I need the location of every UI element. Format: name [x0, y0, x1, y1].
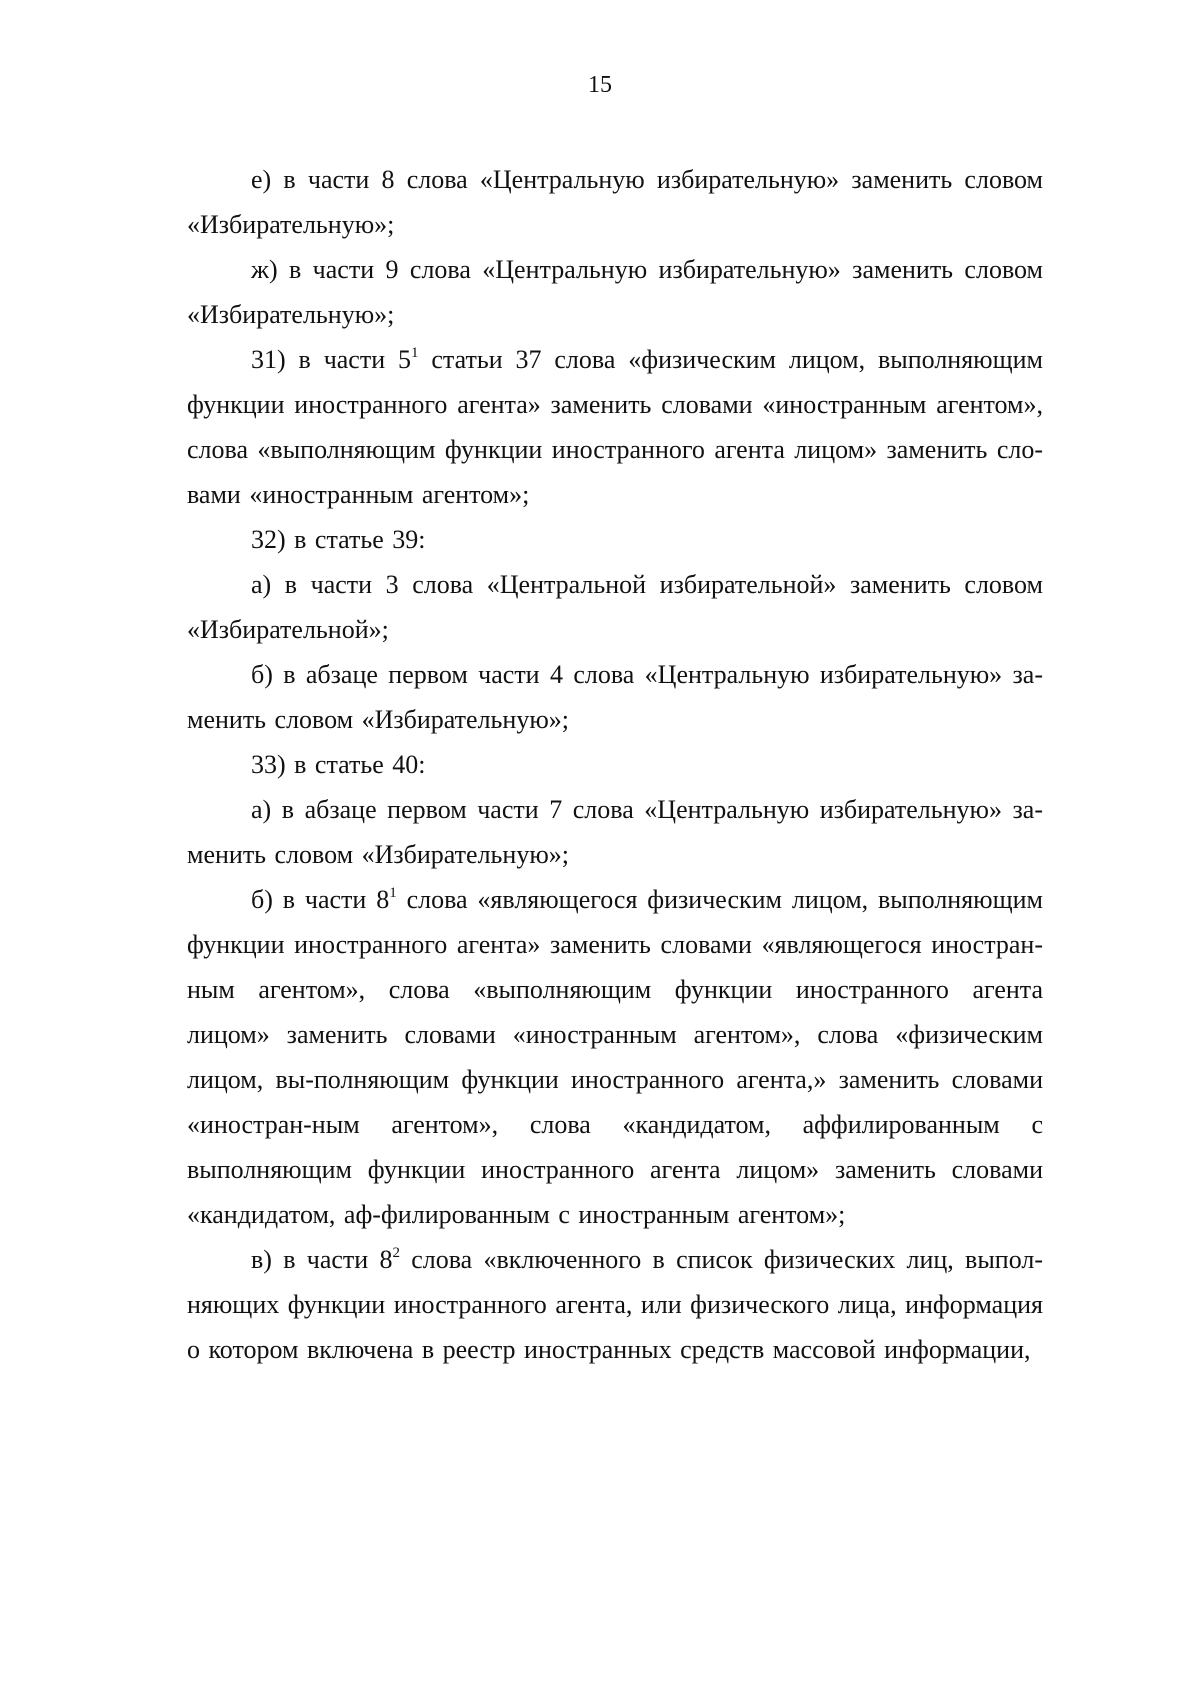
superscript-index: 1: [389, 885, 397, 901]
document-body: [187, 157, 1043, 1372]
superscript-index: 2: [392, 1245, 400, 1261]
paragraph-31-start: 31) в части 5: [251, 345, 412, 374]
paragraph-31-rest: статьи 37 слова «физическим лицом, выполняющим функции иностранного агента» заменить словами «иностранным агентом», слова «выполняющим функции иностранного агента лицом» заменить сло-вами «иностранным агентом»;: [187, 345, 1043, 509]
paragraph-33v: [187, 1237, 1043, 1372]
paragraph-33v-start: в) в части 8: [251, 1245, 393, 1274]
paragraph-32: 32) в статье 39:: [251, 525, 426, 554]
paragraph-e: е) в части 8 слова «Центральную избирательную» заменить словом «Избирательную»;: [187, 165, 1043, 239]
paragraph-33v-rest: слова «включенного в список физических лиц, выпол-няющих функции иностранного агента, или физического лица, информация о котором включена в реестр иностранных средств массовой информации,: [187, 1245, 1043, 1364]
paragraph-33b-rest: слова «являющегося физическим лицом, выполняющим функции иностранного агента» заменить словами «являющегося иностран-ным агентом», слова «выполняющим функции иностранного агента лицом» заменить словами «иностранным агентом», слова «физическим лицом, вы-полняющим функции иностранного агента,» заменить словами «иностран-ным агентом», слова «кандидатом, аффилированным с выполняющим функции иностранного агента лицом» заменить словами «кандидатом, аф-филированным с иностранным агентом»;: [187, 885, 1043, 1229]
paragraph-33: 33) в статье 40:: [251, 750, 426, 779]
paragraph-zh: ж) в части 9 слова «Центральную избирательную» заменить словом «Избирательную»;: [187, 255, 1043, 329]
page-number: 15: [588, 72, 612, 98]
paragraph-31: [187, 337, 1043, 517]
paragraph-32a: а) в части 3 слова «Центральной избирательной» заменить словом «Избирательной»;: [187, 570, 1043, 644]
paragraph-33b: [187, 877, 1043, 1237]
paragraph-33a: а) в абзаце первом части 7 слова «Центральную избирательную» за-менить словом «Избирательную»;: [187, 795, 1043, 869]
paragraph-32b: б) в абзаце первом части 4 слова «Центральную избирательную» за-менить словом «Избирательную»;: [187, 660, 1043, 734]
paragraph-33b-start: б) в части 8: [251, 885, 390, 914]
superscript-index: 1: [411, 345, 419, 361]
